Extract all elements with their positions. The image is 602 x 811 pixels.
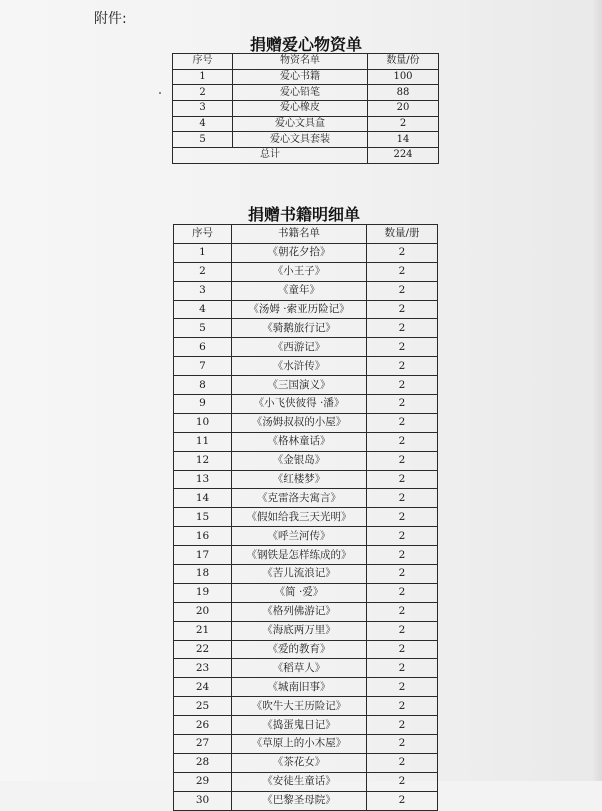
cell-quantity: 2: [367, 489, 438, 508]
book-row: [174, 451, 438, 470]
book-row: [174, 432, 438, 451]
cell-quantity: 2: [367, 527, 438, 546]
cell-quantity: 2: [367, 602, 438, 621]
cell-quantity: 88: [368, 85, 439, 101]
cell-quantity: 2: [368, 116, 439, 132]
cell-no: 23: [174, 659, 232, 678]
book-row: [174, 602, 438, 621]
books-table: [173, 224, 438, 811]
cell-name: 《吹牛大王历险记》: [232, 697, 367, 716]
cell-name: 《朝花夕拾》: [232, 243, 367, 262]
cell-no: 28: [174, 753, 232, 772]
cell-name: 《假如给我三天光明》: [232, 508, 367, 527]
cell-name: 《三国演义》: [232, 376, 367, 395]
cell-name: 《红楼梦》: [232, 470, 367, 489]
cell-no: 2: [173, 85, 233, 101]
book-row: [174, 565, 438, 584]
book-row: [174, 338, 438, 357]
cell-name: 《小王子》: [232, 262, 367, 281]
cell-no: 13: [174, 470, 232, 489]
cell-name: 《克雷洛夫寓言》: [232, 489, 367, 508]
books-header-row: [174, 225, 438, 244]
cell-name: 《捣蛋鬼日记》: [232, 716, 367, 735]
cell-name: 《汤姆叔叔的小屋》: [232, 413, 367, 432]
cell-no: 20: [174, 602, 232, 621]
cell-no: 19: [174, 583, 232, 602]
book-row: [174, 376, 438, 395]
cell-name: 《简 ·爱》: [232, 583, 367, 602]
supplies-row: [173, 101, 439, 117]
books-table-title: 捐赠书籍明细单: [248, 205, 361, 224]
cell-name: 《汤姆 ·索亚历险记》: [232, 300, 367, 319]
cell-quantity: 2: [367, 376, 438, 395]
cell-name: 《金银岛》: [232, 451, 367, 470]
cell-name: 《童年》: [232, 281, 367, 300]
header-quantity: 数量/册: [367, 225, 438, 244]
cell-name: 《茶花女》: [232, 753, 367, 772]
supplies-row: [173, 85, 439, 101]
book-row: [174, 772, 438, 791]
book-row: [174, 508, 438, 527]
cell-no: 30: [174, 791, 232, 810]
cell-name: 《格林童话》: [232, 432, 367, 451]
cell-no: 11: [174, 432, 232, 451]
book-row: [174, 243, 438, 262]
book-row: [174, 470, 438, 489]
cell-no: 15: [174, 508, 232, 527]
total-label: 总计: [173, 148, 368, 164]
cell-name: 《钢铁是怎样练成的》: [232, 546, 367, 565]
cell-no: 14: [174, 489, 232, 508]
book-row: [174, 621, 438, 640]
supplies-table-title: 捐赠爱心物资单: [250, 35, 363, 54]
cell-quantity: 2: [367, 659, 438, 678]
book-row: [174, 527, 438, 546]
cell-no: 5: [174, 319, 232, 338]
cell-name: 《格列佛游记》: [232, 602, 367, 621]
cell-no: 2: [174, 262, 232, 281]
cell-no: 3: [174, 281, 232, 300]
book-row: [174, 791, 438, 810]
cell-no: 27: [174, 735, 232, 754]
cell-no: 26: [174, 716, 232, 735]
cell-no: 10: [174, 413, 232, 432]
book-row: [174, 413, 438, 432]
cell-quantity: 2: [367, 281, 438, 300]
cell-name: 《小飞侠彼得 ·潘》: [232, 395, 367, 414]
cell-name: 《水浒传》: [232, 357, 367, 376]
cell-no: 22: [174, 640, 232, 659]
cell-name: 《草原上的小木屋》: [232, 735, 367, 754]
book-row: [174, 697, 438, 716]
cell-name: 《呼兰河传》: [232, 527, 367, 546]
book-row: [174, 735, 438, 754]
cell-quantity: 2: [367, 583, 438, 602]
cell-no: 6: [174, 338, 232, 357]
cell-name: 《骑鹅旅行记》: [232, 319, 367, 338]
cell-no: 25: [174, 697, 232, 716]
cell-no: 4: [174, 300, 232, 319]
cell-name: 《苦儿流浪记》: [232, 565, 367, 584]
cell-no: 16: [174, 527, 232, 546]
cell-no: 9: [174, 395, 232, 414]
supplies-header-row: [173, 54, 439, 70]
cell-quantity: 2: [367, 451, 438, 470]
cell-quantity: 2: [367, 395, 438, 414]
header-book-name: 书籍名单: [232, 225, 367, 244]
attachment-label: 附件:: [94, 11, 127, 27]
cell-quantity: 2: [367, 262, 438, 281]
cell-quantity: 2: [367, 716, 438, 735]
cell-no: 17: [174, 546, 232, 565]
cell-no: 7: [174, 357, 232, 376]
cell-name: 爱心文具套装: [233, 132, 368, 148]
header-no: 序号: [174, 225, 232, 244]
supplies-row: [173, 69, 439, 85]
cell-no: 18: [174, 565, 232, 584]
book-row: [174, 357, 438, 376]
book-row: [174, 583, 438, 602]
cell-name: 爱心橡皮: [233, 101, 368, 117]
cell-no: 12: [174, 451, 232, 470]
cell-name: 《爱的教育》: [232, 640, 367, 659]
cell-quantity: 2: [367, 565, 438, 584]
cell-quantity: 2: [367, 772, 438, 791]
cell-quantity: 2: [367, 357, 438, 376]
cell-no: 29: [174, 772, 232, 791]
cell-quantity: 2: [367, 470, 438, 489]
cell-name: 《城南旧事》: [232, 678, 367, 697]
cell-name: 爱心铅笔: [233, 85, 368, 101]
cell-quantity: 20: [368, 101, 439, 117]
supplies-total-row: [173, 148, 439, 164]
cell-no: 8: [174, 376, 232, 395]
cell-name: 《西游记》: [232, 338, 367, 357]
header-quantity: 数量/份: [368, 54, 439, 70]
cell-quantity: 2: [367, 735, 438, 754]
cell-quantity: 2: [367, 640, 438, 659]
cell-name: 爱心文具盒: [233, 116, 368, 132]
supplies-row: [173, 132, 439, 148]
book-row: [174, 678, 438, 697]
header-item-name: 物资名单: [233, 54, 368, 70]
book-row: [174, 640, 438, 659]
cell-name: 爱心书籍: [233, 69, 368, 85]
cell-quantity: 100: [368, 69, 439, 85]
book-row: [174, 281, 438, 300]
cell-quantity: 2: [367, 621, 438, 640]
book-row: [174, 659, 438, 678]
cell-name: 《安徒生童话》: [232, 772, 367, 791]
cell-quantity: 2: [367, 300, 438, 319]
cell-quantity: 2: [367, 413, 438, 432]
cell-no: 1: [174, 243, 232, 262]
book-row: [174, 300, 438, 319]
cell-name: 《稻草人》: [232, 659, 367, 678]
cell-quantity: 2: [367, 508, 438, 527]
cell-no: 3: [173, 101, 233, 117]
book-row: [174, 716, 438, 735]
cell-name: 《巴黎圣母院》: [232, 791, 367, 810]
cell-quantity: 2: [367, 546, 438, 565]
book-row: [174, 319, 438, 338]
cell-no: 4: [173, 116, 233, 132]
cell-quantity: 2: [367, 697, 438, 716]
cell-no: 21: [174, 621, 232, 640]
book-row: [174, 262, 438, 281]
total-value: 224: [368, 148, 439, 164]
supplies-row: [173, 116, 439, 132]
book-row: [174, 395, 438, 414]
cell-no: 24: [174, 678, 232, 697]
book-row: [174, 753, 438, 772]
supplies-table: [172, 53, 439, 164]
cell-no: 1: [173, 69, 233, 85]
book-row: [174, 546, 438, 565]
cell-quantity: 2: [367, 319, 438, 338]
cell-quantity: 14: [368, 132, 439, 148]
cell-quantity: 2: [367, 753, 438, 772]
cell-name: 《海底两万里》: [232, 621, 367, 640]
cell-no: 5: [173, 132, 233, 148]
cell-quantity: 2: [367, 791, 438, 810]
header-no: 序号: [173, 54, 233, 70]
cell-quantity: 2: [367, 243, 438, 262]
cell-quantity: 2: [367, 338, 438, 357]
cell-quantity: 2: [367, 678, 438, 697]
scan-speck: [159, 92, 161, 94]
book-row: [174, 489, 438, 508]
cell-quantity: 2: [367, 432, 438, 451]
